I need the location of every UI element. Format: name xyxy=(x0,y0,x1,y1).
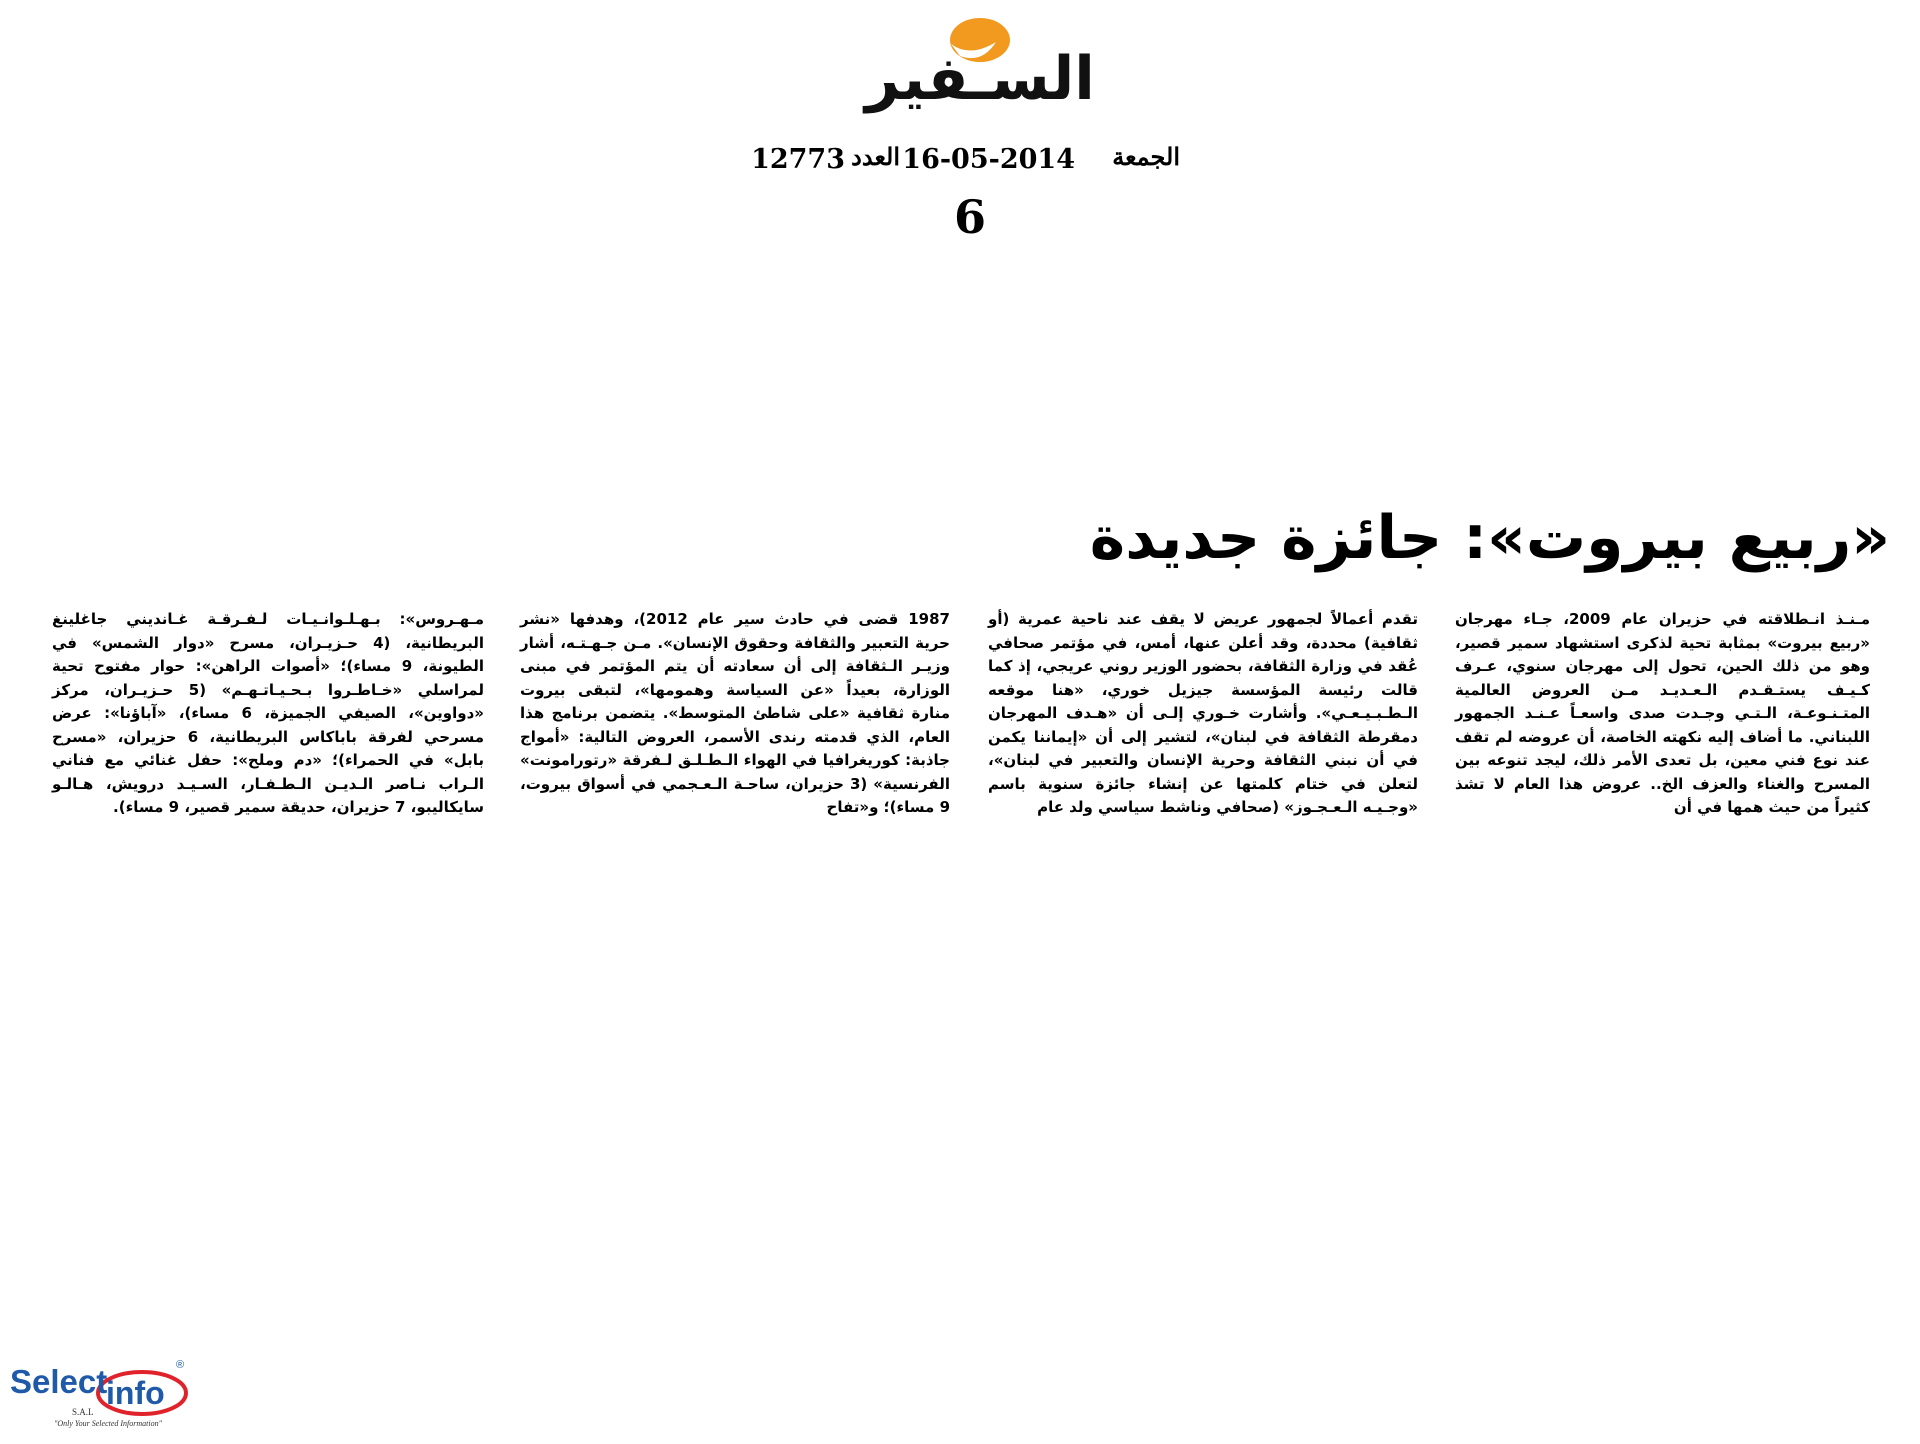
article-column-4 xyxy=(52,608,484,820)
issue-number: 12773 xyxy=(751,144,845,175)
company-suffix: S.A.L xyxy=(72,1407,94,1417)
article-column-3 xyxy=(520,608,950,820)
page-number: 6 xyxy=(953,190,986,244)
selectinfo-logo xyxy=(6,1355,191,1435)
newspaper-masthead xyxy=(820,8,1140,118)
logo-word-select: Select xyxy=(10,1363,108,1400)
logo-tagline: "Only Your Selected Information" xyxy=(54,1419,162,1428)
issue-number-label: العدد xyxy=(851,142,900,171)
issue-day: الجمعة xyxy=(1112,142,1180,171)
article-paragraph: 1987 قضى في حادث سير عام 2012)، وهدفها «نشر حرية التعبير والثقافة وحقوق الإنسان». مـن جـهـتـه، أشار وزيـر الـثقافة إلى أن سعادته أن يتم المؤتمر في مبنى الوزارة، بعيداً «عن السياسة وهمومها»، لتبقى بيروت منارة ثقافية «على شاطئ المتوسط». يتضمن برنامج هذا العام، الذي قدمته رندى الأسمر، العروض التالية: «أمواج جاذبة: كوريغرافيا في الهواء الـطـلـق لـفرقة «رتورامونت» الفرنسية» (3 حزيران، ساحـة الـعـجمي في أسواق بيروت، 9 مساء)؛ و«تفاح xyxy=(520,610,950,816)
registered-mark: ® xyxy=(176,1359,185,1371)
issue-date: 16-05-2014 xyxy=(902,144,1075,175)
dateline xyxy=(751,142,1200,182)
article-column-2 xyxy=(988,608,1418,820)
article-paragraph: مـنـذ انـطلاقته في حزيران عام 2009، جـاء مهرجان «ربيع بيروت» بمثابة تحية لذكرى استشهاد سمير قصير، وهو من ذلك الحين، تحول إلى مهرجان سنوي، عـرف كـيـف يستـقـدم الـعـديـد مـن العروض العالمية المتـنـوعـة، الـتـي وجـدت صدى واسعـاً عـنـد الجمهور اللبناني. ما أضاف إليه نكهته الخاصة، أن عروضه لم تقف عند نوع فني معين، بل تعدى الأمر ذلك، ليجد تنوعه بين المسرح والغناء والعزف الخ.. عروض هذا العام لا تشذ كثيراً من حيث همها في أن xyxy=(1455,610,1870,816)
article-paragraph: مـهـروس»: بـهـلـوانـيـات لـفـرقـة غـانديني جاغلينغ البريطانية، (4 حـزيـران، مسرح «دوار الشمس» في الطيونة، 9 مساء)؛ «أصوات الراهن»: حوار مفتوح تحية لمراسلي «خـاطـروا بـحـيـاتـهـم» (5 حـزيـران، مركز «دواوين»، الصيفي الجميزة، 6 مساء)، «آباؤنا»: عرض مسرحي لفرقة باباكاس البريطانية، 6 حزيران، «مسرح بابل» في الحمراء)؛ «دم وملح»: حفل غنائي مع فناني الـراب نـاصر الـديـن الـطـفـار، السـيـد درويش، هـالـو سايكاليبو، 7 حزيران، حديقة سمير قصير، 9 مساء). xyxy=(52,610,485,816)
newspaper-logo-text: السـفير xyxy=(865,44,1095,114)
article-paragraph: تقدم أعمالاً لجمهور عريض لا يقف عند ناحية عمرية (أو ثقافية) محددة، وقد أعلن عنها، أمس، في مؤتمر صحافي عُقد في وزارة الثقافة، بحضور الوزير روني عريجي، إذ كما قالت رئيسة المؤسسة جيزيل خوري، «هنا موقعه الـطـبـيـعـي». وأشارت خـوري إلـى أن «هـدف المهرجان دمقرطة الثقافة في لبنان»، لتشير إلى أن «إيماننا يكمن في أن نبني الثقافة وحرية الإنسان والتعبير في لبنان»، لتعلن في ختام كلمتها عن إنشاء جائزة سنوية باسم «وجـيـه الـعـجـوز» (صحافي وناشط سياسي ولد عام xyxy=(988,610,1418,816)
article-headline: «ربيع بيروت»: جائزة جديدة xyxy=(1089,503,1890,573)
article-column-1 xyxy=(1455,608,1870,820)
logo-word-info: info xyxy=(106,1375,165,1411)
